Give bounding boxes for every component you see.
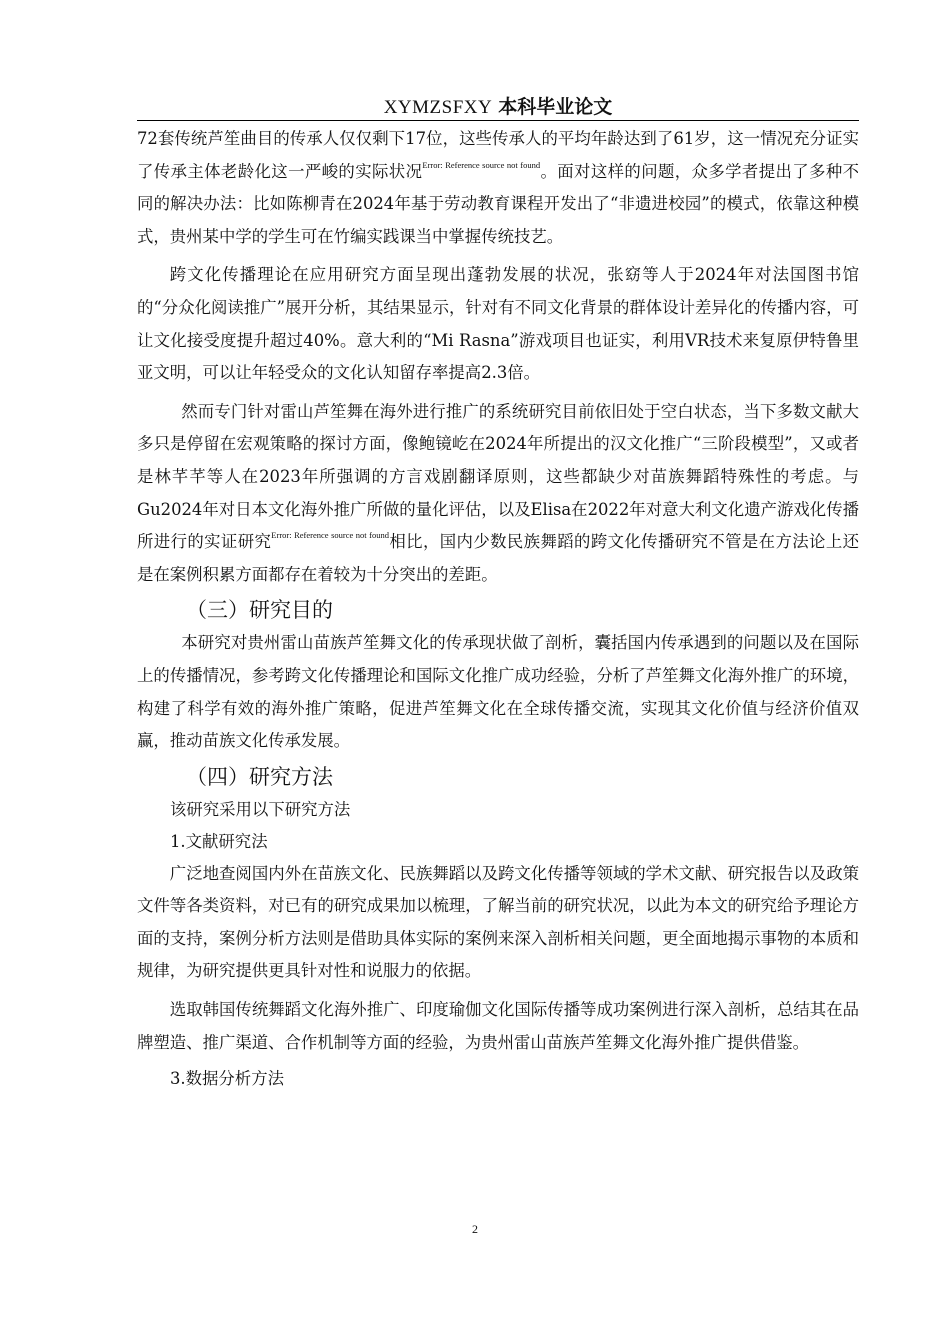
section-heading-methods: （四）研究方法 xyxy=(186,764,333,789)
paragraph-1-text-b: 。面对这样的问题，众多学者提出了多种不同的解决办法：比如陈柳青在2024年基于劳动教育课程开发出了“非遗进校园”的模式，依靠这种模式，贵州某中学的学生可在竹编实践课当中掌握传统技艺。 xyxy=(137,161,860,246)
paragraph-literature: 广泛地查阅国内外在苗族文化、民族舞蹈以及跨文化传播等领域的学术文献、研究报告以及政策文件等各类资料，对已有的研究成果加以梳理，了解当前的研究状况，以此为本文的研究给予理论方面的支持，案例分析方法则是借助具体实际的案例来深入剖析相关问题，更全面地揭示事物的本质和规律，为研究提供更具针对性和说服力的依据。 xyxy=(137,863,859,981)
section-heading-purpose: （三）研究目的 xyxy=(186,598,333,623)
paragraph-3 xyxy=(137,396,859,592)
paragraph-1 xyxy=(137,123,859,253)
methods-intro: 该研究采用以下研究方法 xyxy=(170,799,351,819)
paragraph-3-text-b: 相比，国内少数民族舞蹈的跨文化传播研究不管是在方法论上还是在案例积累方面都存在着较为十分突出的差距。 xyxy=(137,532,860,584)
reference-error-2: Error: Reference source not found xyxy=(271,530,389,541)
paragraph-purpose: 本研究对贵州雷山苗族芦笙舞文化的传承现状做了剖析，囊括国内传承遇到的问题以及在国际上的传播情况，参考跨文化传播理论和国际文化推广成功经验，分析了芦笙舞文化海外推广的环境，构建了科学有效的海外推广策略，促进芦笙舞文化在全球传播交流，实现其文化价值与经济价值双赢，推动苗族文化传承发展。 xyxy=(137,633,859,751)
page-number: 2 xyxy=(472,1222,478,1236)
method-3-title: 3.数据分析方法 xyxy=(170,1069,284,1089)
paragraph-2: 跨文化传播理论在应用研究方面呈现出蓬勃发展的状况，张窈等人于2024年对法国图书馆的“分众化阅读推广”展开分析，其结果显示，针对有不同文化背景的群体设计差异化的传播内容，可让文化接受度提升超过40%。意大利的“Mi Rasna”游戏项目也证实，利用VR技术来复原伊特鲁里亚文明，可以让年轻受众的文化认知留存率提高2.3倍。 xyxy=(137,265,859,383)
reference-error-1: Error: Reference source not found xyxy=(422,159,541,170)
paragraph-3-text-a: 然而专门针对雷山芦笙舞在海外进行推广的系统研究目前依旧处于空白状态，当下多数文献大多只是停留在宏观策略的探讨方面，像鲍镜屹在2024年所提出的汉文化推广“三阶段模型”，又或者是林芊芊等人在2023年所强调的方言戏剧翻译原则，这些都缺少对苗族舞蹈特殊性的考虑。与Gu2024年对日本文化海外推广所做的量化评估，以及Elisa在2022年对意大利文化遗产游戏化传播所进行的实证研究 xyxy=(137,401,859,552)
method-1-title: 1.文献研究法 xyxy=(170,831,268,851)
paragraph-cases: 选取韩国传统舞蹈文化海外推广、印度瑜伽文化国际传播等成功案例进行深入剖析，总结其在品牌塑造、推广渠道、合作机制等方面的经验，为贵州雷山苗族芦笙舞文化海外推广提供借鉴。 xyxy=(137,1000,859,1052)
header-latin: XYMZSFXY xyxy=(383,97,493,118)
paragraph-1-text-a: 72套传统芦笙曲目的传承人仅仅剩下17位，这些传承人的平均年龄达到了61岁，这一情况充分证实了传承主体老龄化这一严峻的实际状况 xyxy=(137,129,859,181)
page-body xyxy=(137,123,859,1095)
page-header xyxy=(137,94,859,121)
header-title: 本科毕业论文 xyxy=(498,96,613,118)
